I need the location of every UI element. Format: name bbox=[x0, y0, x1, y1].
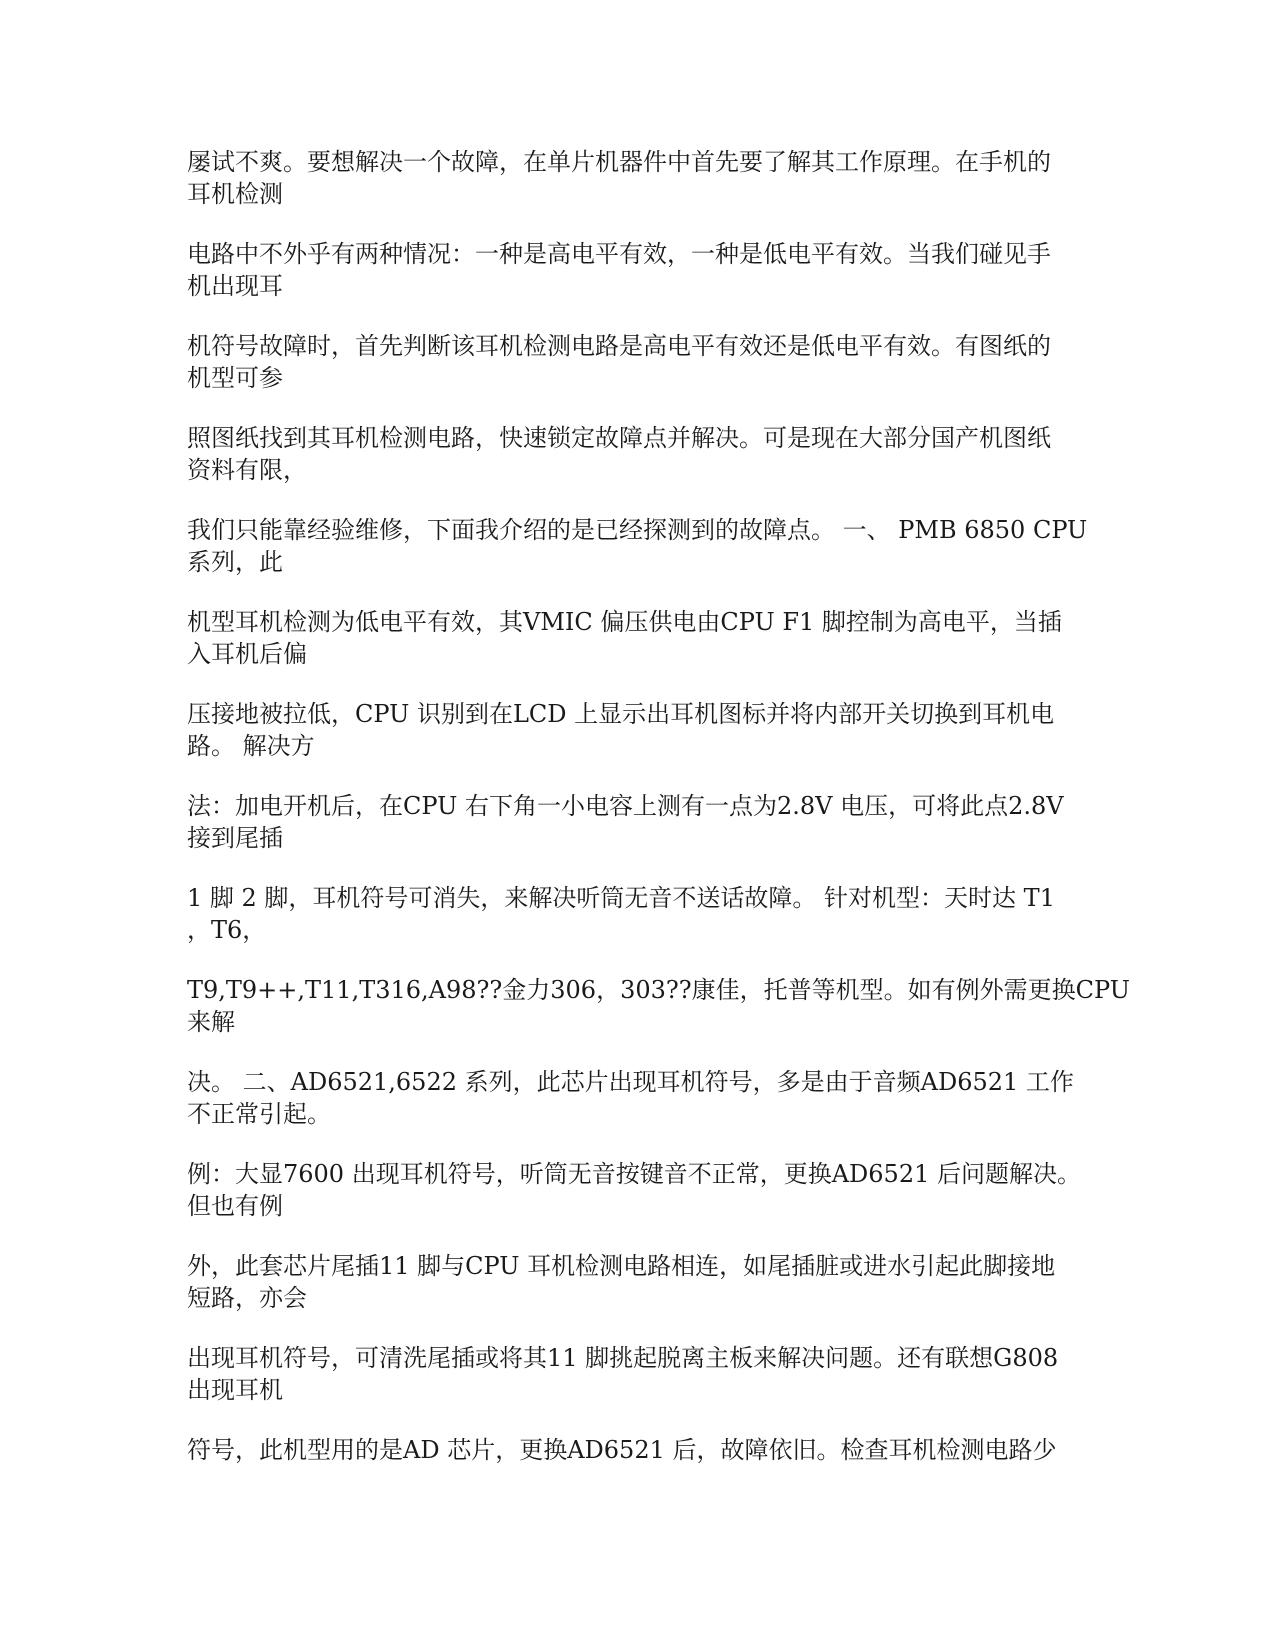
paragraph-1-line-2: 耳机检测 bbox=[187, 180, 283, 208]
paragraph-4-line-1: 照图纸找到其耳机检测电路，快速锁定故障点并解决。可是现在大部分国产机图纸 bbox=[187, 424, 1051, 452]
paragraph-12-line-1: 例：大显7600 出现耳机符号，听筒无音按键音不正常，更换AD6521 后问题解决。 bbox=[187, 1160, 1081, 1188]
paragraph-10-line-1: T9,T9++,T11,T316,A98??金力306，303??康佳，托普等机型。如有例外需更换CPU bbox=[187, 976, 1130, 1004]
paragraph-8-line-1: 法：加电开机后，在CPU 右下角一小电容上测有一点为2.8V 电压，可将此点2.8V bbox=[187, 792, 1064, 820]
paragraph-1 bbox=[187, 146, 1097, 210]
paragraph-13 bbox=[187, 1250, 1097, 1314]
paragraph-13-line-2: 短路，亦会 bbox=[187, 1284, 307, 1312]
paragraph-6 bbox=[187, 606, 1097, 670]
paragraph-10-line-2: 来解 bbox=[187, 1008, 235, 1036]
paragraph-9 bbox=[187, 882, 1097, 946]
paragraph-4-line-2: 资料有限， bbox=[187, 456, 307, 484]
paragraph-2-line-2: 机出现耳 bbox=[187, 272, 283, 300]
paragraph-5 bbox=[187, 514, 1097, 578]
paragraph-14 bbox=[187, 1342, 1097, 1406]
paragraph-6-line-2: 入耳机后偏 bbox=[187, 640, 307, 668]
paragraph-7 bbox=[187, 698, 1097, 762]
paragraph-6-line-1: 机型耳机检测为低电平有效，其VMIC 偏压供电由CPU F1 脚控制为高电平，当插 bbox=[187, 608, 1062, 636]
paragraph-7-line-1: 压接地被拉低，CPU 识别到在LCD 上显示出耳机图标并将内部开关切换到耳机电 bbox=[187, 700, 1055, 728]
paragraph-10 bbox=[187, 974, 1130, 1038]
paragraph-11-line-1: 决。 二、AD6521,6522 系列，此芯片出现耳机符号，多是由于音频AD6521 工作 bbox=[187, 1068, 1074, 1096]
paragraph-2-line-1: 电路中不外乎有两种情况：一种是高电平有效，一种是低电平有效。当我们碰见手 bbox=[187, 240, 1051, 268]
paragraph-2 bbox=[187, 238, 1097, 302]
paragraph-14-line-2: 出现耳机 bbox=[187, 1376, 283, 1404]
paragraph-8-line-2: 接到尾插 bbox=[187, 824, 283, 852]
paragraph-9-line-1: 1 脚 2 脚，耳机符号可消失，来解决听筒无音不送话故障。 针对机型：天时达 T1 bbox=[187, 884, 1055, 912]
paragraph-11-line-2: 不正常引起。 bbox=[187, 1100, 331, 1128]
paragraph-1-line-1: 屡试不爽。要想解决一个故障，在单片机器件中首先要了解其工作原理。在手机的 bbox=[187, 148, 1051, 176]
paragraph-12 bbox=[187, 1158, 1097, 1222]
paragraph-3 bbox=[187, 330, 1097, 394]
paragraph-5-line-2: 系列，此 bbox=[187, 548, 283, 576]
paragraph-11 bbox=[187, 1066, 1097, 1130]
paragraph-14-line-1: 出现耳机符号，可清洗尾插或将其11 脚挑起脱离主板来解决问题。还有联想G808 bbox=[187, 1344, 1059, 1372]
paragraph-3-line-1: 机符号故障时，首先判断该耳机检测电路是高电平有效还是低电平有效。有图纸的 bbox=[187, 332, 1051, 360]
paragraph-3-line-2: 机型可参 bbox=[187, 364, 283, 392]
paragraph-15 bbox=[187, 1434, 1097, 1466]
paragraph-7-line-2: 路。 解决方 bbox=[187, 732, 315, 760]
paragraph-8 bbox=[187, 790, 1097, 854]
paragraph-5-line-1: 我们只能靠经验维修，下面我介绍的是已经探测到的故障点。 一、 PMB 6850 CPU bbox=[187, 516, 1088, 544]
paragraph-13-line-1: 外，此套芯片尾插11 脚与CPU 耳机检测电路相连，如尾插脏或进水引起此脚接地 bbox=[187, 1252, 1056, 1280]
paragraph-12-line-2: 但也有例 bbox=[187, 1192, 283, 1220]
paragraph-15-line-1: 符号，此机型用的是AD 芯片，更换AD6521 后，故障依旧。检查耳机检测电路少 bbox=[187, 1436, 1057, 1464]
paragraph-4 bbox=[187, 422, 1097, 486]
paragraph-9-line-2: ，T6， bbox=[187, 916, 267, 944]
